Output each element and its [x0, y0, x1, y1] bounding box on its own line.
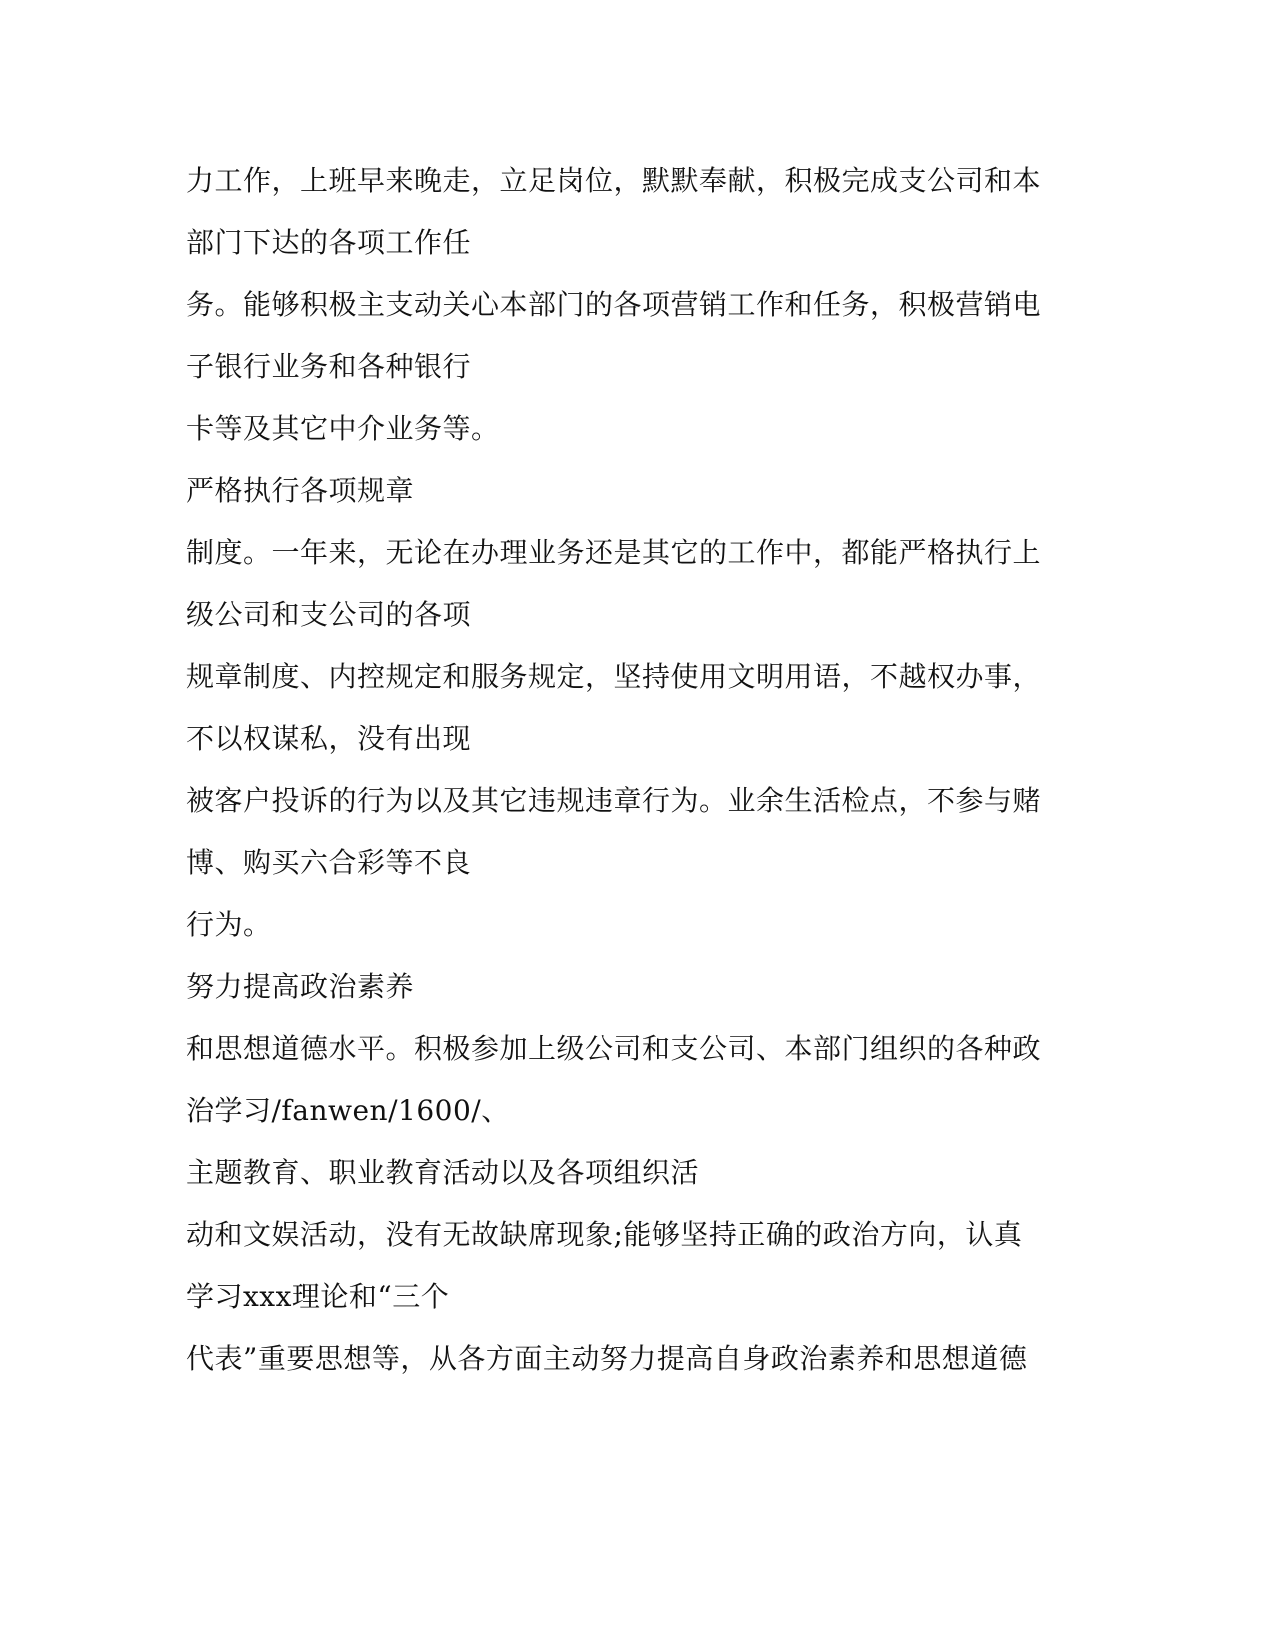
text-line: 治学习/fanwen/1600/、 — [186, 1094, 510, 1127]
text-line: 务。能够积极主支动关心本部门的各项营销工作和任务，积极营销电 — [186, 288, 1042, 321]
text-line: 规章制度、内控规定和服务规定，坚持使用文明用语，不越权办事， — [186, 660, 1042, 693]
text-line: 级公司和支公司的各项 — [186, 598, 472, 631]
text-line: 制度。一年来，无论在办理业务还是其它的工作中，都能严格执行上 — [186, 536, 1042, 569]
text-line: 卡等及其它中介业务等。 — [186, 412, 500, 445]
text-line: 严格执行各项规章 — [186, 474, 415, 507]
text-line: 主题教育、职业教育活动以及各项组织活 — [186, 1156, 700, 1189]
text-line: 动和文娱活动，没有无故缺席现象;能够坚持正确的政治方向，认真 — [186, 1218, 1023, 1251]
text-line: 子银行业务和各种银行 — [186, 350, 472, 383]
text-line: 力工作，上班早来晚走，立足岗位，默默奉献，积极完成支公司和本 — [186, 164, 1042, 197]
text-line: 博、购买六合彩等不良 — [186, 846, 472, 879]
body-text — [186, 150, 1066, 1390]
text-line: 行为。 — [186, 908, 272, 941]
text-line: 被客户投诉的行为以及其它违规违章行为。业余生活检点，不参与赌 — [186, 784, 1042, 817]
text-line: 努力提高政治素养 — [186, 970, 415, 1003]
text-line: 不以权谋私，没有出现 — [186, 722, 472, 755]
text-line: 代表”重要思想等，从各方面主动努力提高自身政治素养和思想道德 — [186, 1342, 1028, 1375]
text-line: 部门下达的各项工作任 — [186, 226, 472, 259]
text-line: 学习xxx理论和“三个 — [186, 1280, 450, 1313]
text-line: 和思想道德水平。积极参加上级公司和支公司、本部门组织的各种政 — [186, 1032, 1042, 1065]
